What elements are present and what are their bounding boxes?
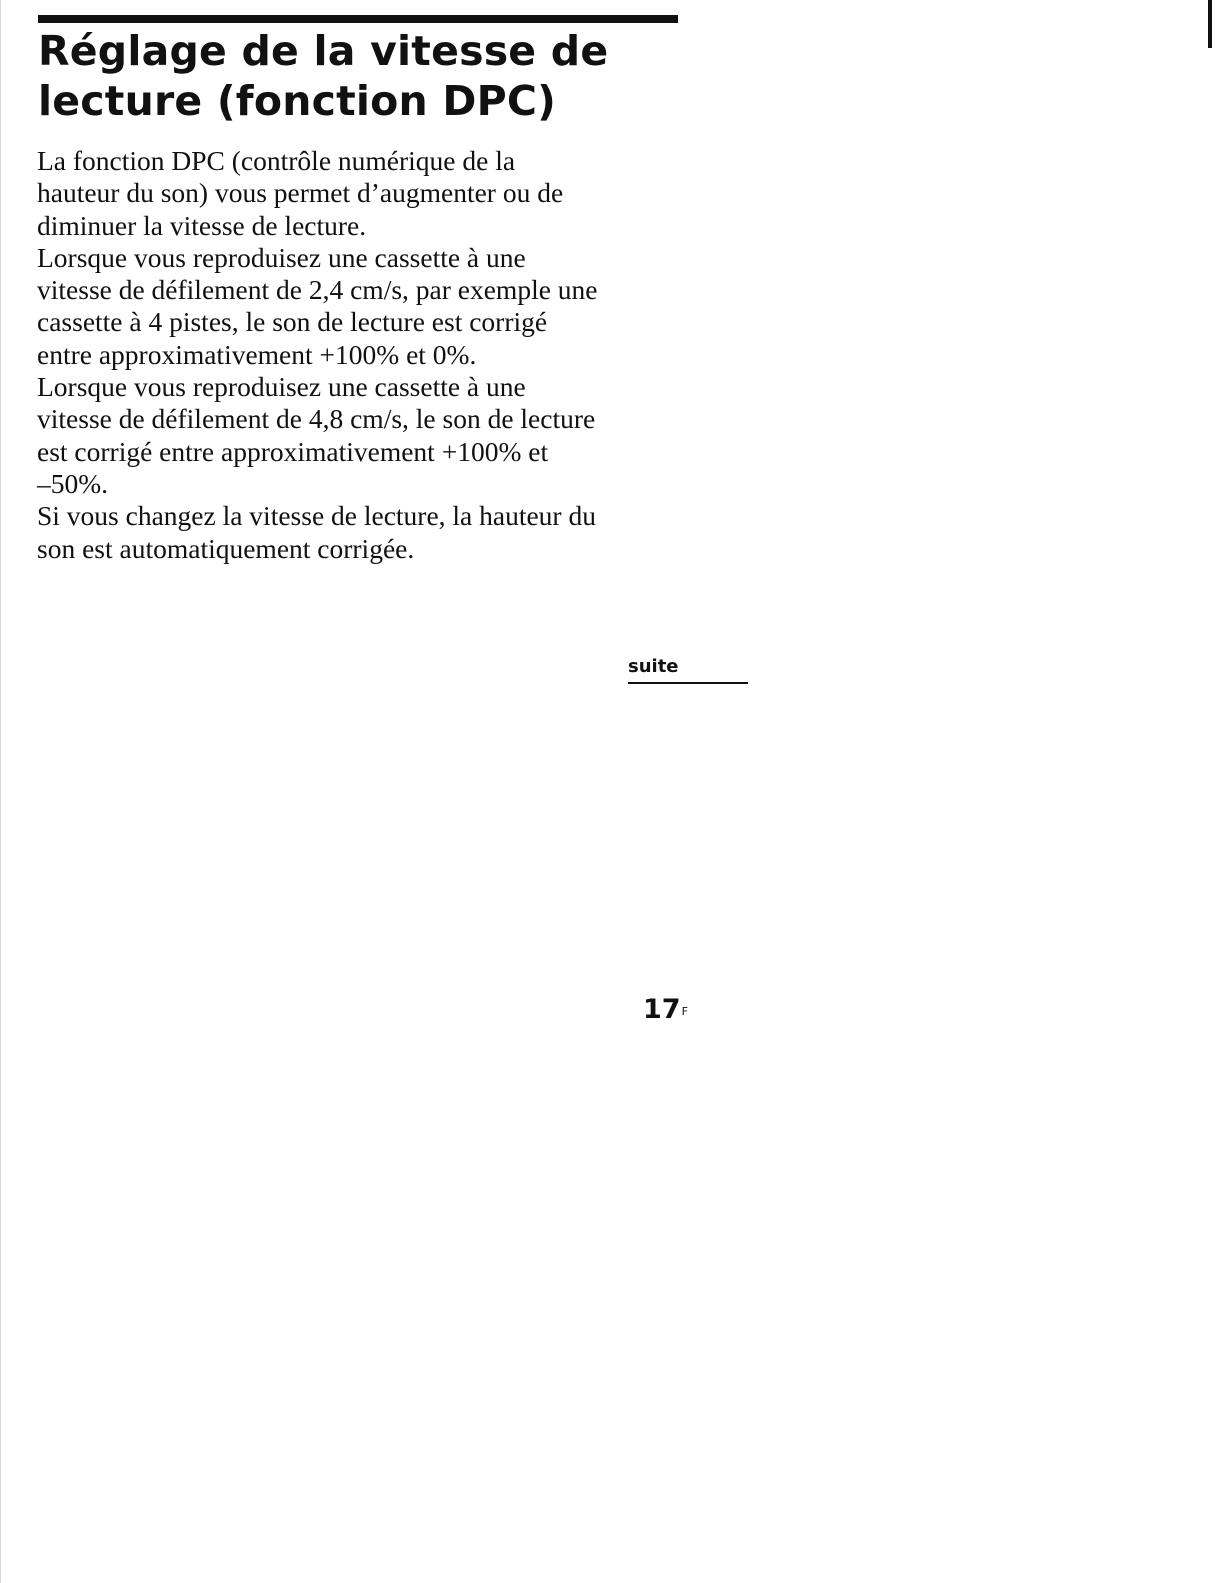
body-line: Lorsque vous reproduisez une cassette à une (37, 241, 526, 273)
body-line: –50%. (37, 467, 109, 499)
continued-rule (628, 682, 748, 684)
continued-label: suite (628, 656, 679, 677)
page-title (38, 26, 698, 126)
page-number-value: 17 (643, 994, 681, 1025)
body-line: cassette à 4 pistes, le son de lecture est corrigé (37, 306, 548, 338)
body-line: son est automatiquement corrigée. (37, 532, 415, 564)
title-rule (38, 15, 678, 23)
body-line: hauteur du son) vous permet d’augmenter ou de (37, 177, 564, 209)
body-line: vitesse de défilement de 2,4 cm/s, par exemple une (37, 274, 598, 306)
body-line: vitesse de défilement de 4,8 cm/s, le son de lecture (37, 403, 596, 435)
body-line: entre approximativement +100% et 0%. (37, 338, 477, 370)
page-number (643, 994, 688, 1026)
page-number-suffix: F (681, 1005, 688, 1018)
body-line: est corrigé entre approximativement +100% et (37, 435, 549, 467)
body-line: Si vous changez la vitesse de lecture, la hauteur du (37, 500, 596, 532)
body-paragraphs (37, 145, 717, 565)
scan-edge-mark (1208, 0, 1212, 48)
body-line: Lorsque vous reproduisez une cassette à une (37, 371, 526, 403)
scan-margin-line (0, 0, 1, 1583)
page-title-line-1: Réglage de la vitesse de (38, 27, 609, 75)
page-title-line-2: lecture (fonction DPC) (38, 77, 557, 125)
body-line: diminuer la vitesse de lecture. (37, 209, 367, 241)
body-line: La fonction DPC (contrôle numérique de la (37, 145, 516, 176)
